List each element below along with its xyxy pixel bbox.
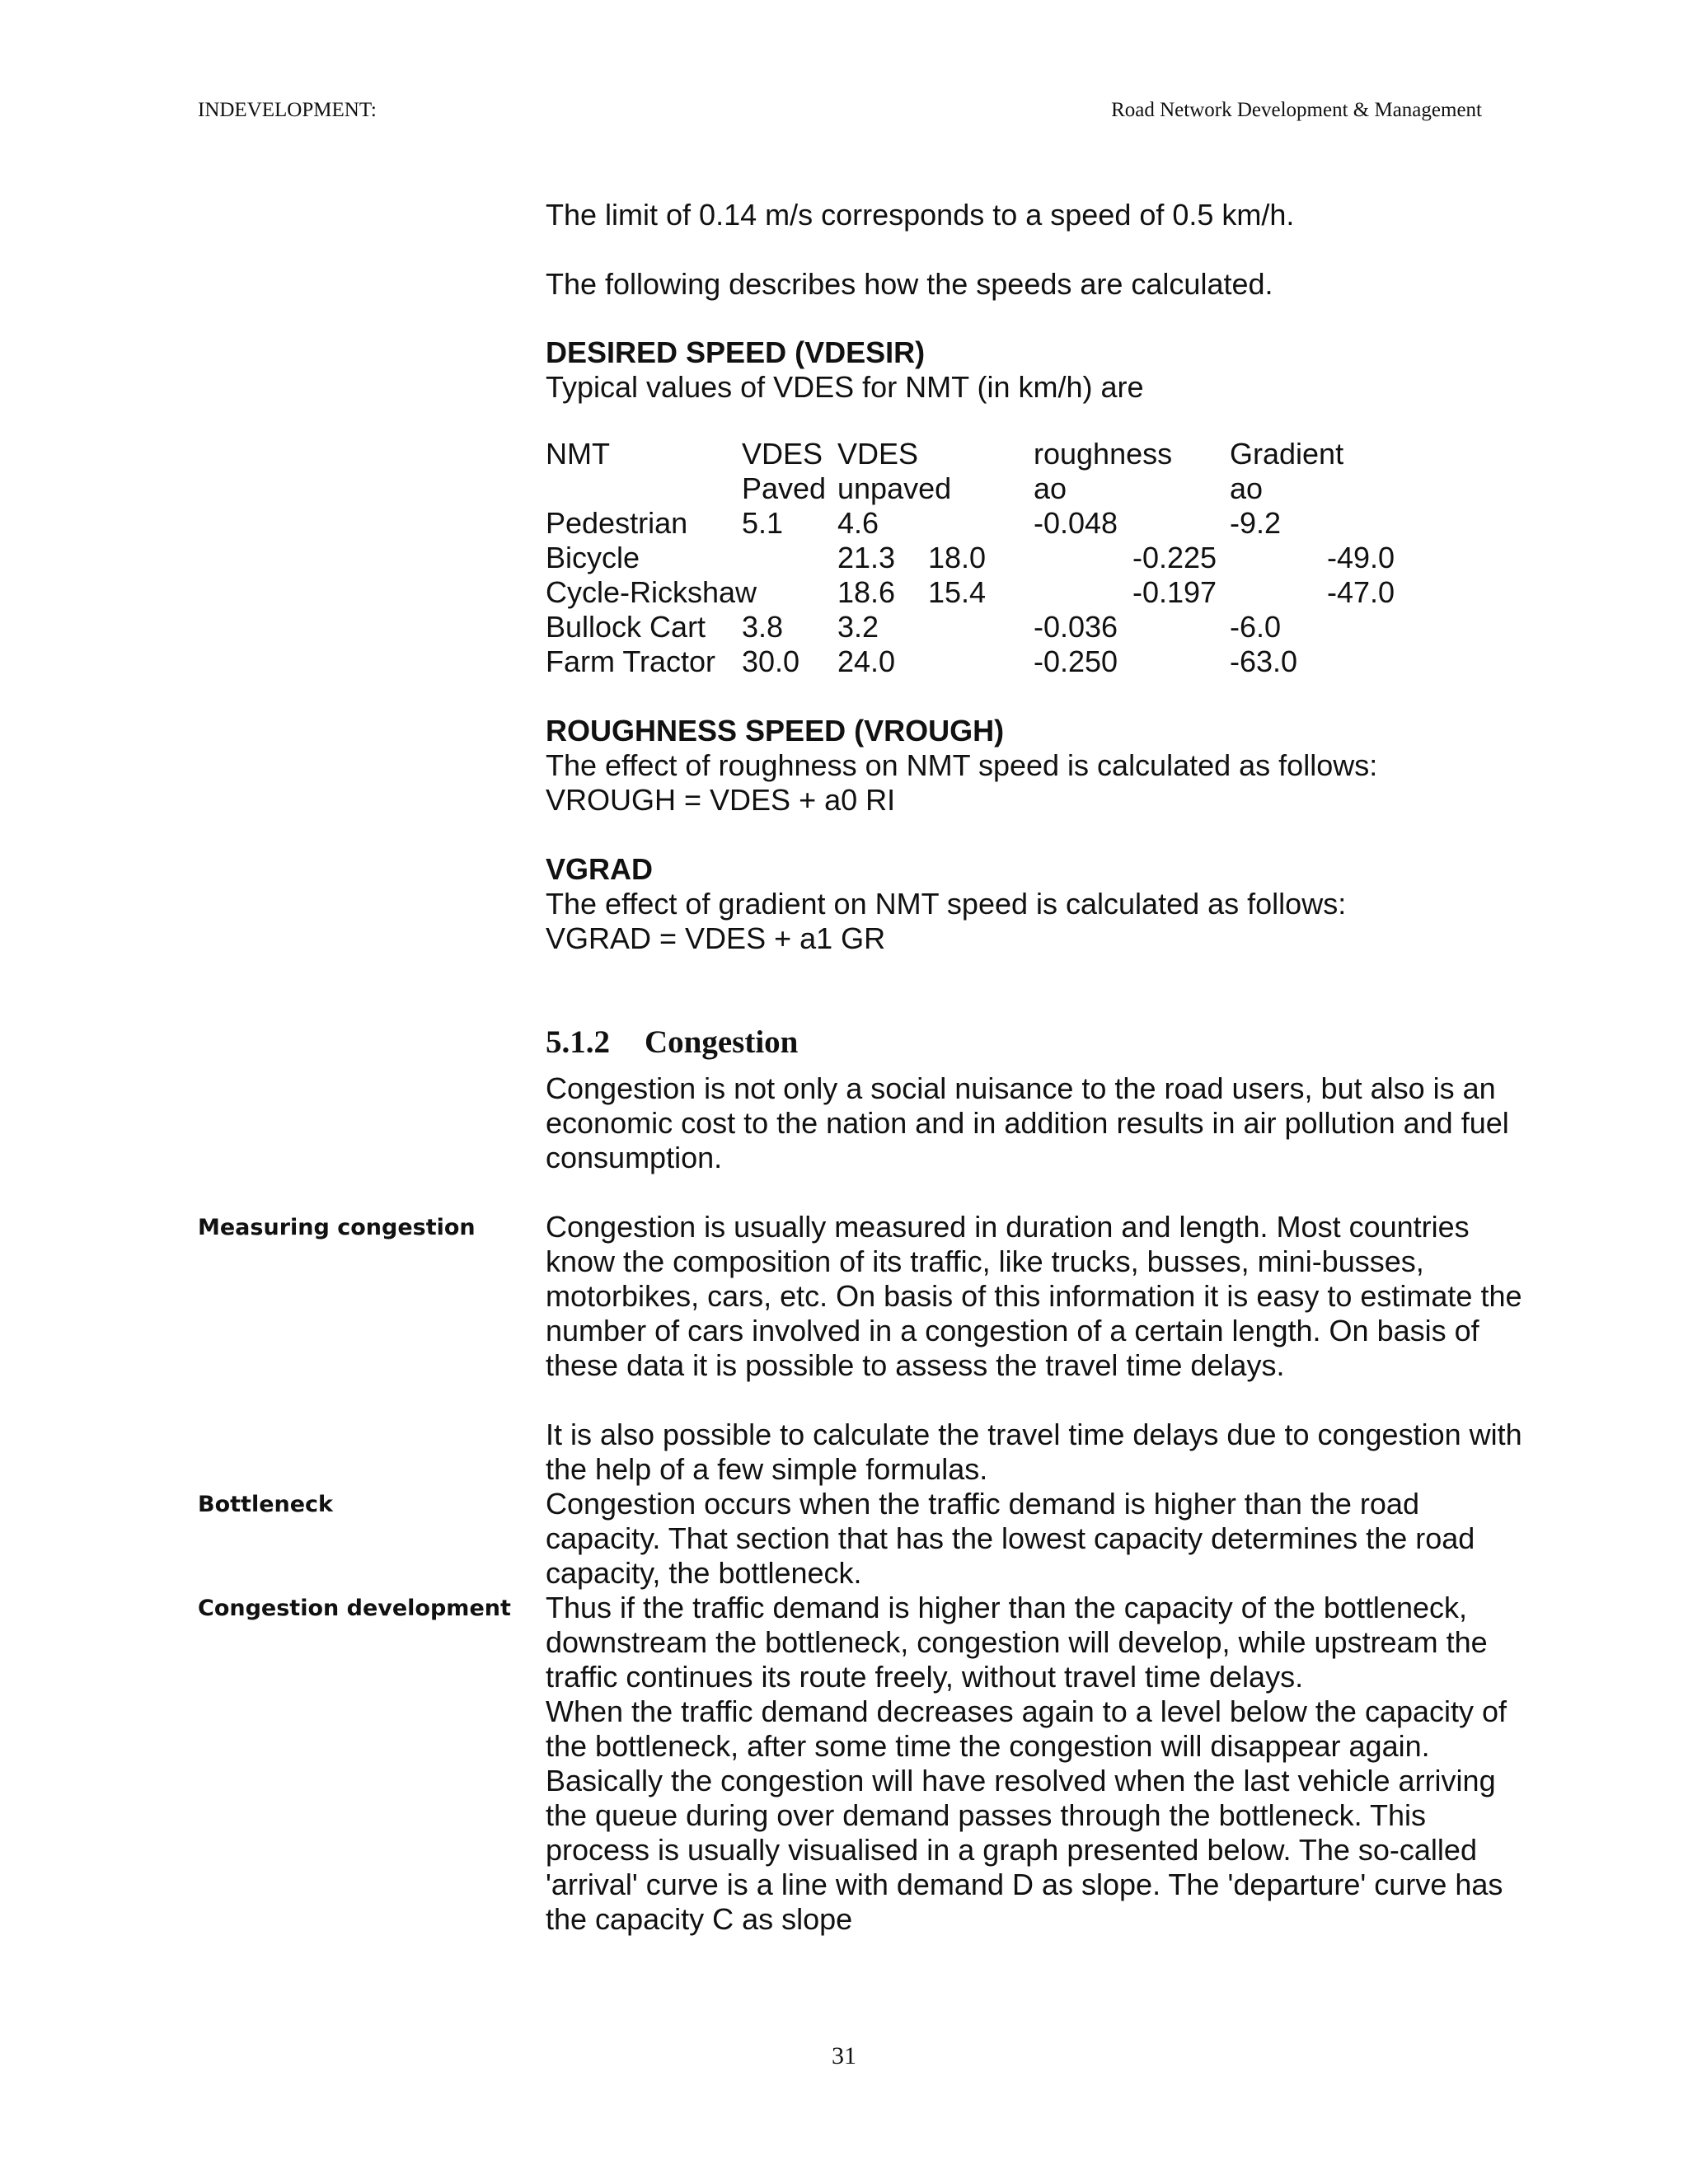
table-cell-roughness: -0.250 <box>1034 644 1118 678</box>
table-cell-unpaved: 4.6 <box>837 506 879 540</box>
table-cell-paved: 3.8 <box>742 610 784 644</box>
table-cell-roughness: -0.225 <box>1132 541 1217 574</box>
table-cell-roughness: -0.197 <box>1132 575 1217 609</box>
col-header-vdes-paved: VDES <box>742 437 823 471</box>
margin-note-development: Congestion development <box>198 1596 511 1621</box>
table-cell-extra: 15.4 <box>928 575 987 609</box>
desired-speed-heading: DESIRED SPEED (VDESIR) <box>546 335 926 369</box>
roughness-heading: ROUGHNESS SPEED (VROUGH) <box>546 714 1005 748</box>
section-title: Congestion <box>645 1024 799 1060</box>
table-cell-unpaved: 24.0 <box>837 644 896 678</box>
margin-note-measuring: Measuring congestion <box>198 1215 476 1240</box>
table-row-name: Pedestrian <box>546 506 688 540</box>
table-row-name: Bicycle <box>546 541 640 574</box>
col-header-gradient-sub: ao <box>1230 471 1264 505</box>
congestion-paragraph-4: Congestion occurs when the traffic demand is higher than the road capacity. That section that has the lowest capacity determines the road capacity, the bottleneck. <box>546 1487 1475 1590</box>
margin-note-bottleneck: Bottleneck <box>198 1492 334 1517</box>
col-header-gradient: Gradient <box>1230 437 1344 471</box>
table-cell-gradient: -49.0 <box>1327 541 1395 574</box>
running-header-right: Road Network Development & Management <box>1111 99 1482 121</box>
congestion-paragraph-1: Congestion is not only a social nuisance to the road users, but also is an economic cost to the nation and in addition results in air pollution and fuel consumption. <box>546 1071 1509 1174</box>
section-number: 5.1.2 <box>546 1024 610 1060</box>
running-header-left: INDEVELOPMENT: <box>198 99 377 121</box>
vgrad-line-1: The effect of gradient on NMT speed is calculated as follows: <box>546 887 1347 921</box>
desired-speed-intro: Typical values of VDES for NMT (in km/h) are <box>546 370 1144 404</box>
table-cell-extra: 18.0 <box>928 541 987 574</box>
roughness-formula: VROUGH = VDES + a0 RI <box>546 783 896 817</box>
vgrad-heading: VGRAD <box>546 852 654 886</box>
col-header-roughness-sub: ao <box>1034 471 1067 505</box>
col-header-roughness: roughness <box>1034 437 1173 471</box>
table-cell-unpaved: 21.3 <box>837 541 896 574</box>
table-cell-paved: 30.0 <box>742 644 800 678</box>
intro-line-1: The limit of 0.14 m/s corresponds to a speed of 0.5 km/h. <box>546 198 1295 232</box>
vgrad-formula: VGRAD = VDES + a1 GR <box>546 921 886 955</box>
congestion-paragraph-2: Congestion is usually measured in duration and length. Most countries know the composition of its traffic, like trucks, busses, mini-busses, motorbikes, cars, etc. On basis of this information it is easy to estimate the number of cars involved in a congestion of a certain length. On basis of these data it is possible to assess the travel time delays. <box>546 1210 1522 1382</box>
congestion-paragraph-3: It is also possible to calculate the travel time delays due to congestion with the help of a few simple formulas. <box>546 1418 1522 1486</box>
table-cell-gradient: -47.0 <box>1327 575 1395 609</box>
intro-line-2: The following describes how the speeds are calculated. <box>546 267 1273 301</box>
table-cell-roughness: -0.036 <box>1034 610 1118 644</box>
table-cell-paved: 5.1 <box>742 506 784 540</box>
col-header-vdes-paved-sub: Paved <box>742 471 827 505</box>
table-cell-unpaved: 3.2 <box>837 610 879 644</box>
table-cell-roughness: -0.048 <box>1034 506 1118 540</box>
table-cell-unpaved: 18.6 <box>837 575 896 609</box>
congestion-paragraph-6: When the traffic demand decreases again to a level below the capacity of the bottleneck, after some time the congestion will disappear again. Basically the congestion will have resolved when the last vehicle arriving the queue during over demand passes through the bottleneck. This process is usually visualised in a graph presented below. The so-called 'arrival' curve is a line with demand D as slope. The 'departure' curve has the capacity C as slope <box>546 1694 1507 1936</box>
col-header-vdes-unpaved: VDES <box>837 437 919 471</box>
congestion-paragraph-5: Thus if the traffic demand is higher than the capacity of the bottleneck, downstream the bottleneck, congestion will develop, while upstream the traffic continues its route freely, without travel time delays. <box>546 1591 1488 1694</box>
table-row-name: Cycle-Rickshaw <box>546 575 757 609</box>
col-header-vdes-unpaved-sub: unpaved <box>837 471 952 505</box>
table-cell-gradient: -6.0 <box>1230 610 1282 644</box>
table-cell-gradient: -63.0 <box>1230 644 1298 678</box>
nmt-speed-table <box>546 437 1535 684</box>
page-number: 31 <box>832 2042 856 2069</box>
table-row-name: Farm Tractor <box>546 644 716 678</box>
section-heading <box>546 1024 798 1061</box>
col-header-nmt: NMT <box>546 437 610 471</box>
roughness-line-1: The effect of roughness on NMT speed is calculated as follows: <box>546 748 1378 782</box>
table-cell-gradient: -9.2 <box>1230 506 1282 540</box>
table-row-name: Bullock Cart <box>546 610 706 644</box>
